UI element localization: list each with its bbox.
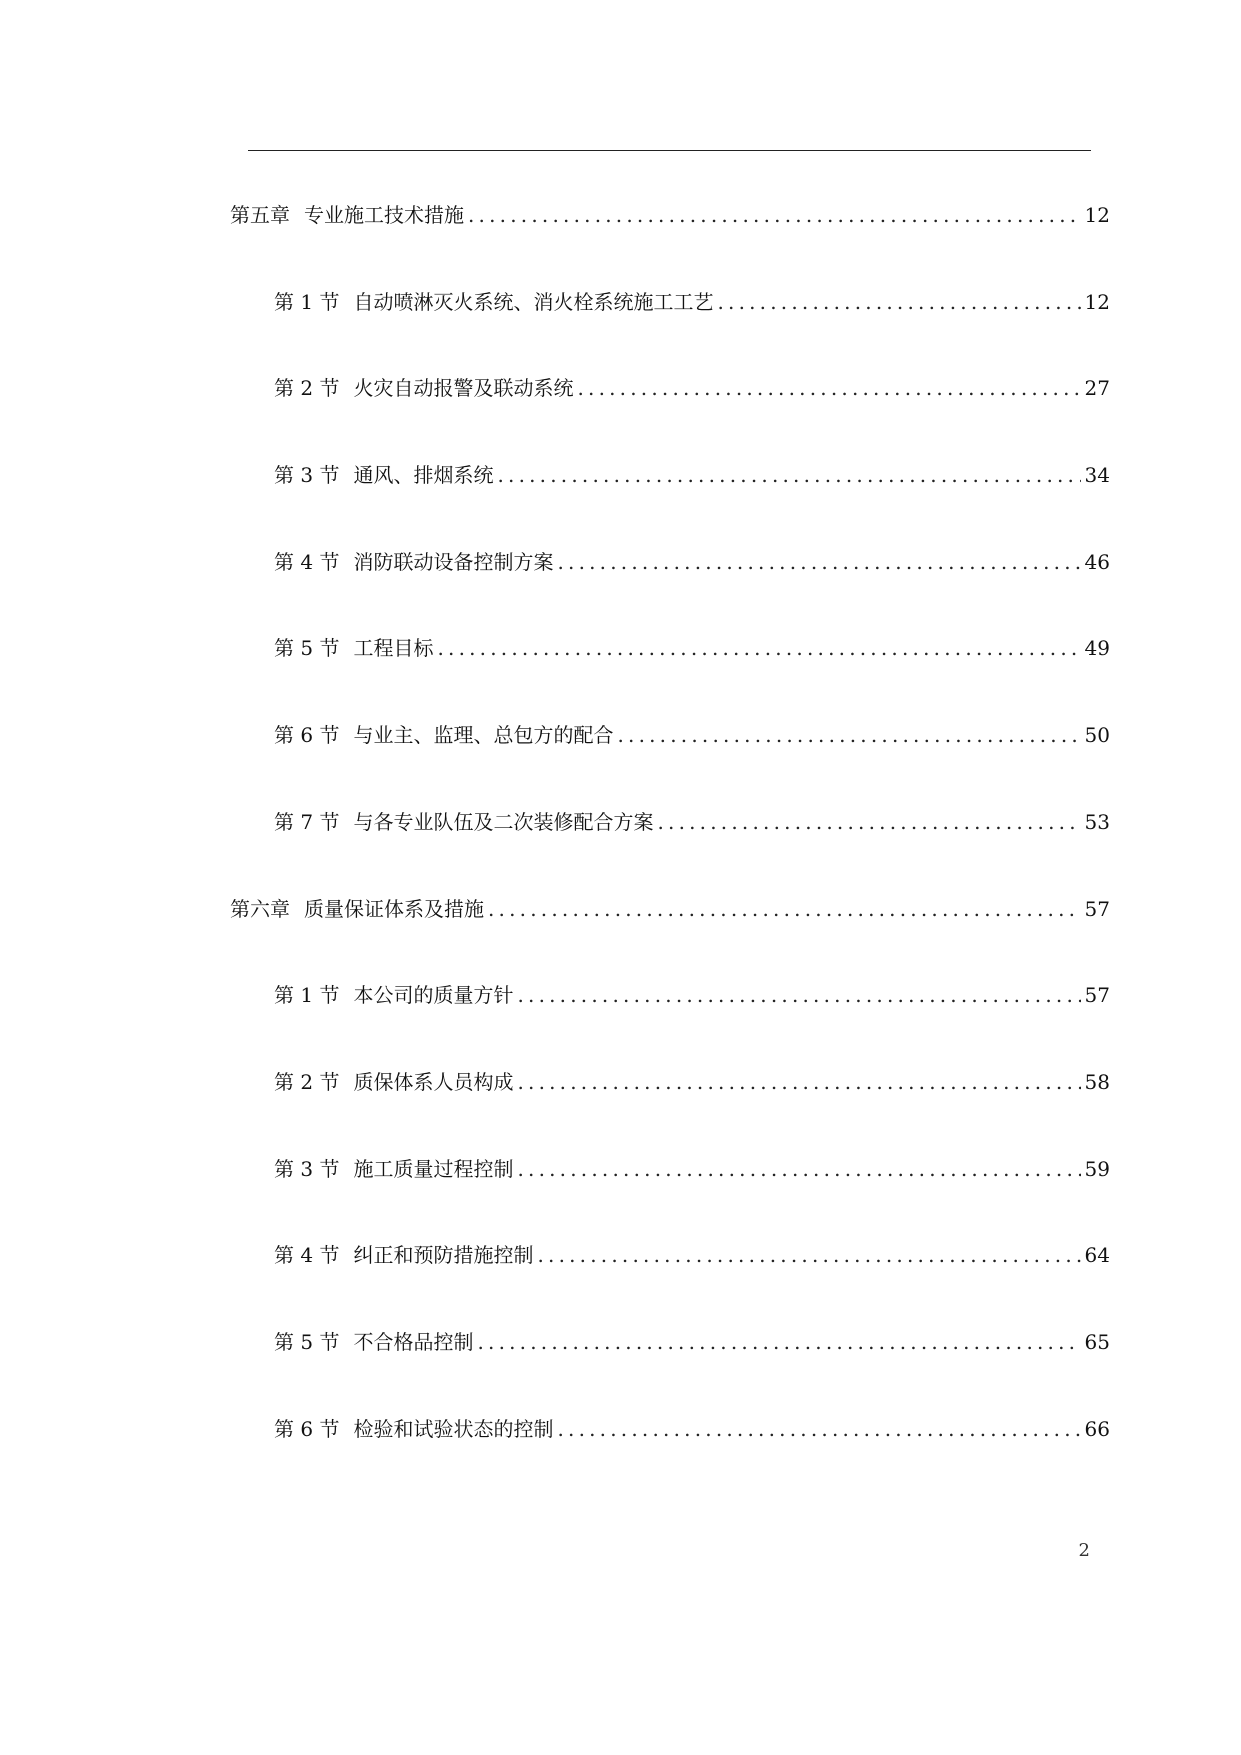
toc-entry-page: 66	[1084, 1416, 1110, 1441]
toc-dot-leader	[497, 465, 1080, 485]
header-rule	[248, 150, 1091, 151]
toc-entry-number: 第 4 节	[274, 549, 340, 574]
toc-entry-number: 第 2 节	[274, 376, 340, 401]
toc-entry-number: 第 6 节	[274, 723, 340, 748]
toc-dot-leader	[517, 985, 1080, 1005]
toc-entry-section[interactable]	[230, 1156, 1110, 1246]
toc-entry-section[interactable]	[230, 638, 1110, 725]
toc-dot-leader	[517, 1159, 1080, 1179]
toc-entry-title: 与业主、监理、总包方的配合	[353, 723, 614, 748]
toc-entry-page: 46	[1084, 549, 1110, 574]
toc-entry-title: 施工质量过程控制	[353, 1156, 514, 1181]
toc-entry-page: 58	[1084, 1069, 1110, 1094]
toc-entry-title: 本公司的质量方针	[353, 983, 514, 1008]
toc-entry-section[interactable]	[230, 289, 1110, 379]
toc-dot-leader	[717, 292, 1080, 312]
toc-entry-title: 自动喷淋灭火系统、消火栓系统施工工艺	[353, 289, 714, 314]
toc-entry-title: 专业施工技术措施	[304, 203, 464, 227]
toc-entry-number: 第 2 节	[274, 1069, 340, 1094]
toc-dot-leader	[488, 899, 1081, 919]
toc-entry-page: 12	[1084, 203, 1110, 227]
toc-entry-section[interactable]	[230, 1245, 1110, 1332]
toc-entry-number: 第六章	[230, 896, 290, 921]
toc-entry-number: 第 4 节	[274, 1243, 340, 1268]
toc-dot-leader	[617, 725, 1080, 745]
toc-entry-page: 12	[1084, 289, 1110, 314]
toc-entry-number: 第 1 节	[274, 983, 340, 1008]
toc-dot-leader	[517, 1072, 1080, 1092]
toc-entry-chapter-6[interactable]	[230, 896, 1110, 986]
toc-entry-title: 检验和试验状态的控制	[353, 1416, 554, 1441]
toc-entry-page: 57	[1084, 896, 1110, 921]
toc-entry-number: 第五章	[230, 203, 290, 227]
toc-dot-leader	[437, 638, 1080, 658]
toc-dot-leader	[537, 1245, 1080, 1265]
toc-entry-page: 49	[1084, 636, 1110, 661]
toc-entry-title: 通风、排烟系统	[353, 463, 494, 488]
toc-dot-leader	[477, 1332, 1080, 1352]
page-number: 2	[1078, 1540, 1090, 1561]
toc-entry-chapter-5[interactable]	[230, 205, 1110, 292]
toc-entry-section[interactable]	[230, 1329, 1110, 1419]
toc-entry-title: 消防联动设备控制方案	[353, 549, 554, 574]
toc-dot-leader	[468, 205, 1081, 225]
toc-entry-number: 第 5 节	[274, 1329, 340, 1354]
toc-dot-leader	[657, 812, 1080, 832]
toc-entry-section[interactable]	[230, 725, 1110, 812]
toc-entry-section[interactable]	[230, 1069, 1110, 1159]
toc-entry-page: 64	[1084, 1243, 1110, 1268]
toc-entry-title: 工程目标	[353, 636, 434, 661]
toc-entry-section[interactable]	[230, 378, 1110, 465]
toc-entry-number: 第 1 节	[274, 289, 340, 314]
toc-entry-title: 火灾自动报警及联动系统	[353, 376, 574, 401]
toc-entry-page: 59	[1084, 1156, 1110, 1181]
toc-entry-page: 27	[1084, 376, 1110, 401]
toc-entry-page: 65	[1084, 1329, 1110, 1354]
toc-entry-page: 57	[1084, 983, 1110, 1008]
toc-dot-leader	[557, 552, 1080, 572]
toc-entry-title: 纠正和预防措施控制	[353, 1243, 534, 1268]
toc-entry-section[interactable]	[230, 465, 1110, 552]
toc-entry-page: 50	[1084, 723, 1110, 748]
toc-entry-page: 34	[1084, 463, 1110, 488]
toc-dot-leader	[577, 378, 1080, 398]
toc-dot-leader	[557, 1419, 1080, 1439]
toc-entry-title: 质量保证体系及措施	[304, 896, 484, 921]
toc-entry-number: 第 6 节	[274, 1416, 340, 1441]
toc-entry-title: 与各专业队伍及二次装修配合方案	[353, 809, 654, 834]
toc-entry-section[interactable]	[230, 1416, 1110, 1506]
toc-entry-page: 53	[1084, 809, 1110, 834]
toc-entry-section[interactable]	[230, 985, 1110, 1072]
toc-entry-section[interactable]	[230, 549, 1110, 639]
toc-entry-title: 质保体系人员构成	[353, 1069, 514, 1094]
table-of-contents	[230, 205, 1110, 1505]
toc-entry-section[interactable]	[230, 809, 1110, 899]
toc-entry-title: 不合格品控制	[353, 1329, 474, 1354]
toc-entry-number: 第 3 节	[274, 1156, 340, 1181]
toc-entry-number: 第 5 节	[274, 636, 340, 661]
toc-entry-number: 第 7 节	[274, 809, 340, 834]
toc-entry-number: 第 3 节	[274, 463, 340, 488]
